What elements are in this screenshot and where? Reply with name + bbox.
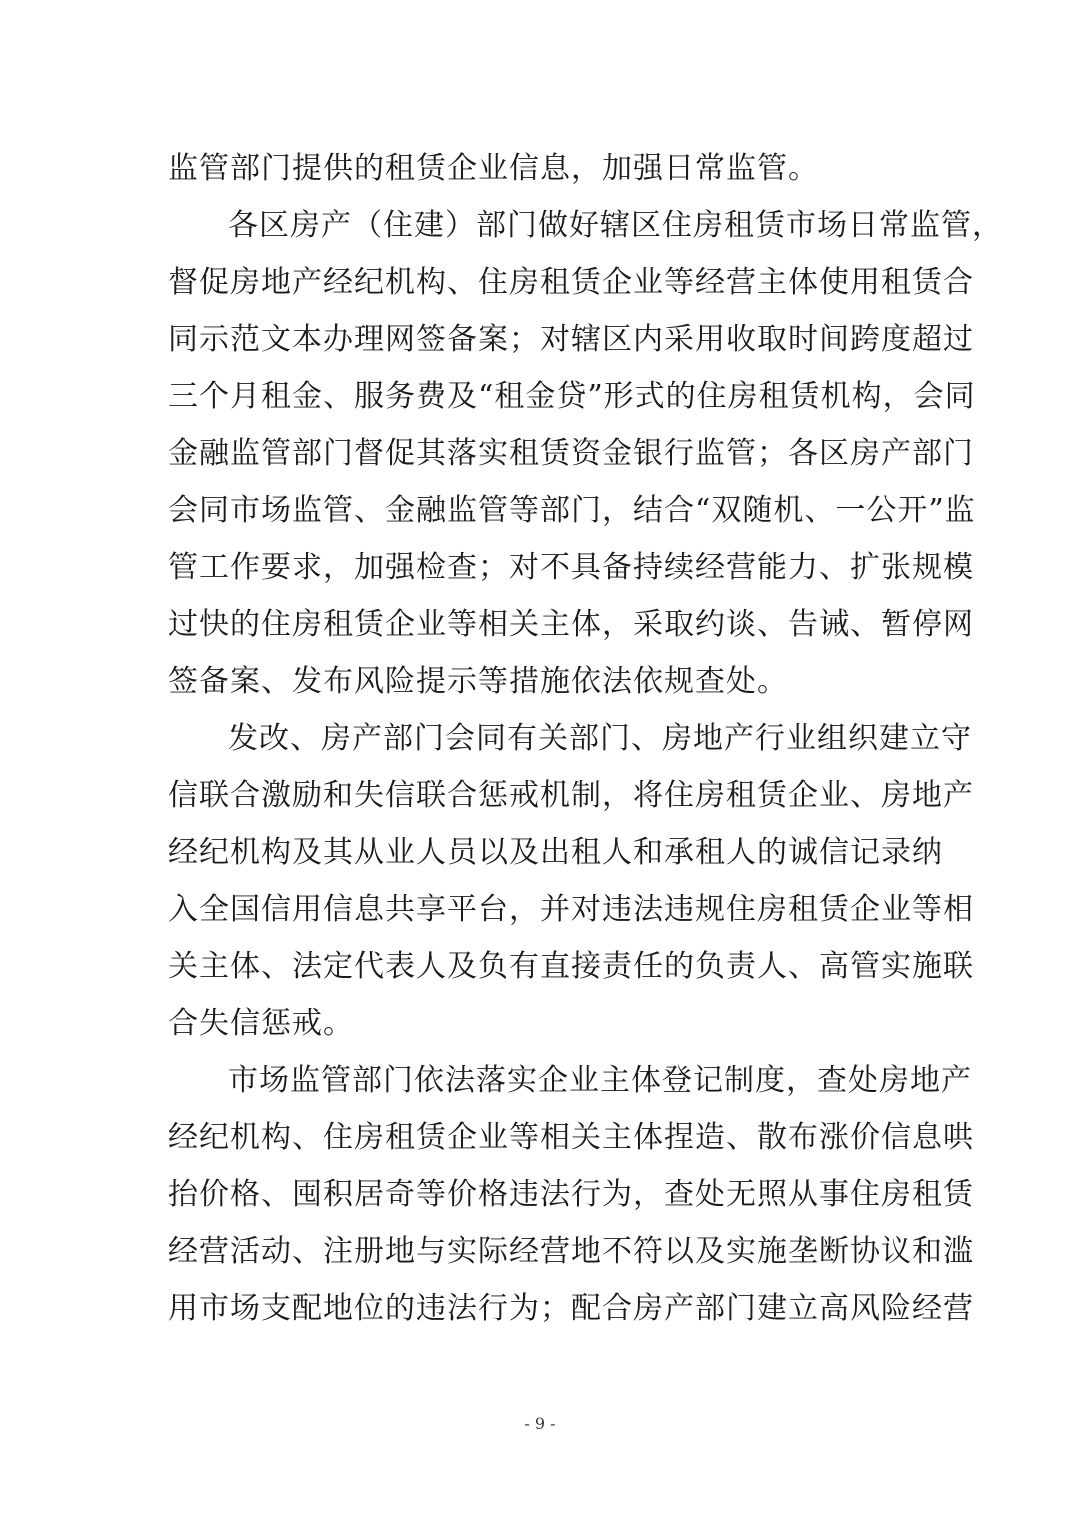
text-line: 经纪机构、住房租赁企业等相关主体捏造、散布涨价信息哄 (168, 1120, 974, 1155)
text-line: 管工作要求，加强检查；对不具备持续经营能力、扩张规模 (168, 550, 974, 585)
text-line: 合失信惩戒。 (168, 1006, 354, 1041)
body-text (168, 140, 1003, 1337)
text-line: 三个月租金、服务费及“租金贷”形式的住房租赁机构，会同 (168, 379, 976, 414)
text-line: 市场监管部门依法落实企业主体登记制度，查处房地产 (228, 1063, 972, 1098)
text-line: 用市场支配地位的违法行为；配合房产部门建立高风险经营 (168, 1291, 974, 1326)
text-line: 发改、房产部门会同有关部门、房地产行业组织建立守 (228, 721, 972, 756)
text-line: 经营活动、注册地与实际经营地不符以及实施垄断协议和滥 (168, 1234, 974, 1269)
text-line: 监管部门提供的租赁企业信息，加强日常监管。 (168, 151, 819, 186)
text-line: 关主体、法定代表人及负有直接责任的负责人、高管实施联 (168, 949, 974, 984)
text-line: 签备案、发布风险提示等措施依法依规查处。 (168, 664, 788, 699)
text-line: 抬价格、囤积居奇等价格违法行为，查处无照从事住房租赁 (168, 1177, 974, 1212)
page-number: - 9 - (524, 1414, 556, 1433)
text-line: 经纪机构及其从业人员以及出租人和承租人的诚信记录纳 (168, 835, 943, 870)
text-line: 金融监管部门督促其落实租赁资金银行监管；各区房产部门 (168, 436, 974, 471)
text-line: 同示范文本办理网签备案；对辖区内采用收取时间跨度超过 (168, 322, 974, 357)
text-line: 各区房产（住建）部门做好辖区住房租赁市场日常监管， (228, 208, 1003, 243)
text-line: 信联合激励和失信联合惩戒机制，将住房租赁企业、房地产 (168, 778, 974, 813)
text-line: 会同市场监管、金融监管等部门，结合“双随机、一公开”监 (168, 493, 976, 528)
text-line: 入全国信用信息共享平台，并对违法违规住房租赁企业等相 (168, 892, 974, 927)
text-line: 过快的住房租赁企业等相关主体，采取约谈、告诫、暂停网 (168, 607, 974, 642)
text-line: 督促房地产经纪机构、住房租赁企业等经营主体使用租赁合 (168, 265, 974, 300)
